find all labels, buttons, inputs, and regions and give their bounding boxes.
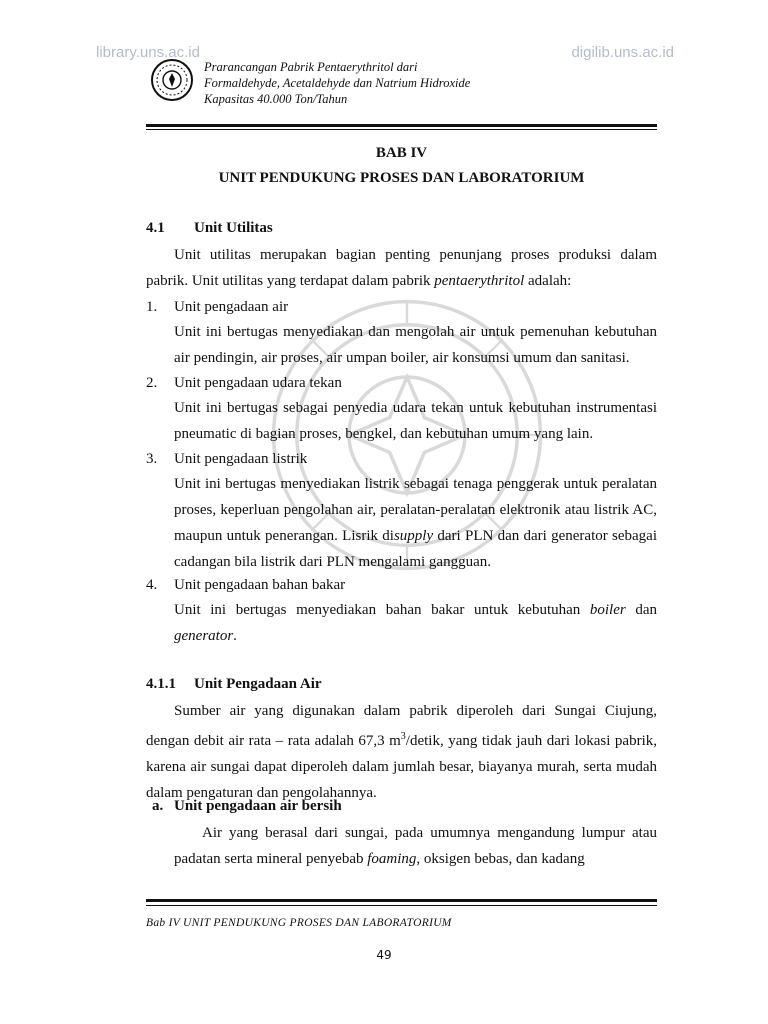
footer-text: Bab IV UNIT PENDUKUNG PROSES DAN LABORATORIUM: [146, 917, 452, 929]
section-4-1-number: 4.1: [146, 220, 165, 236]
intro-text-a: Unit utilitas merupakan bagian penting penunjang proses produksi dalam pabrik. Unit utilitas yang terdapat dalam pabrik: [146, 247, 657, 289]
item-1-number: 1.: [146, 299, 158, 315]
header-line-1: Prarancangan Pabrik Pentaerythritol dari: [204, 60, 418, 74]
section-4-1-intro: [146, 242, 657, 294]
chapter-number: BAB IV: [375, 145, 428, 161]
item-2-number: 2.: [146, 375, 158, 391]
item-3-description: [174, 471, 657, 575]
subsection-a-paragraph: [174, 820, 657, 872]
subsection-a-emphasis: foaming: [367, 851, 417, 867]
item-4-text-a: Unit ini bertugas menyediakan bahan bakar untuk kebutuhan: [174, 602, 590, 618]
intro-emphasis: pentaerythritol: [434, 273, 525, 289]
watermark-left[interactable]: library.uns.ac.id: [96, 44, 200, 61]
item-3-text-a: Unit ini bertugas menyediakan listrik sebagai tenaga penggerak untuk peralatan proses, keperluan pengolahan air, peralatan-peralatan elektronik atau listrik AC, maupun untuk penerangan. Lisrik di: [174, 476, 657, 544]
item-1-title: Unit pengadaan air: [174, 299, 289, 315]
subsection-a-text-a: Air yang berasal dari sungai, pada umumnya mengandung lumpur atau padatan serta mineral penyebab: [174, 825, 657, 867]
subsection-a-title: Unit pengadaan air bersih: [174, 798, 342, 814]
section-4-1-1-number: 4.1.1: [146, 676, 176, 692]
header-text: [204, 59, 470, 107]
section-4-1-1-paragraph: [146, 698, 657, 806]
item-4-emphasis-generator: generator: [174, 628, 234, 644]
item-1-description: Unit ini bertugas menyediakan dan mengolah air untuk pemenuhan kebutuhan air pendingin, air proses, air umpan boiler, air konsumsi umum dan sanitasi.: [174, 324, 657, 366]
intro-text-b: adalah:: [524, 273, 572, 289]
header-rule-thick: [146, 124, 657, 127]
section-4-1-title: Unit Utilitas: [194, 220, 273, 236]
para-4-1-1-text-b: /detik, yang tidak jauh dari lokasi pabrik, karena air sungai dapat diperoleh dalam jumlah besar, biayanya murah, serta mudah dalam pengaturan dan pengolahannya.: [146, 733, 657, 801]
item-3-number: 3.: [146, 451, 158, 467]
footer-rule-thin: [146, 905, 657, 906]
item-3-title: Unit pengadaan listrik: [174, 451, 308, 467]
header-line-3: Kapasitas 40.000 Ton/Tahun: [204, 92, 348, 106]
item-2-description: Unit ini bertugas sebagai penyedia udara tekan untuk kebutuhan instrumentasi pneumatic di bagian proses, bengkel, dan kebutuhan umum yang lain.: [174, 400, 657, 442]
footer-rule-thick: [146, 899, 657, 902]
item-4-text-mid: dan: [625, 602, 657, 618]
watermark-right[interactable]: digilib.uns.ac.id: [571, 44, 674, 61]
item-2-title: Unit pengadaan udara tekan: [174, 375, 342, 391]
item-4-text-b: .: [233, 628, 237, 644]
para-4-1-1-text-a: Sumber air yang digunakan dalam pabrik diperoleh dari Sungai Ciujung, dengan debit air rata – rata adalah 67,3 m: [146, 703, 657, 749]
item-4-number: 4.: [146, 577, 158, 593]
item-3-emphasis: supply: [393, 528, 434, 544]
subsection-a-text-b: , oksigen bebas, dan kadang: [416, 851, 585, 867]
para-4-1-1-superscript: 3: [400, 731, 406, 742]
section-4-1-1-title: Unit Pengadaan Air: [194, 676, 322, 692]
header-line-2: Formaldehyde, Acetaldehyde dan Natrium Hidroxide: [204, 76, 471, 90]
chapter-title: UNIT PENDUKUNG PROSES DAN LABORATORIUM: [218, 170, 585, 186]
header-rule-thin: [146, 129, 657, 130]
university-logo-icon: [150, 58, 194, 102]
subsection-a-label: a.: [152, 798, 164, 814]
page-number: 49: [376, 948, 392, 962]
item-4-description: [174, 597, 657, 649]
item-4-emphasis-boiler: boiler: [589, 602, 626, 618]
item-4-title: Unit pengadaan bahan bakar: [174, 577, 346, 593]
item-3-text-b: dari PLN dan dari generator sebagai cadangan bila listrik dari PLN mengalami gangguan.: [174, 528, 657, 570]
